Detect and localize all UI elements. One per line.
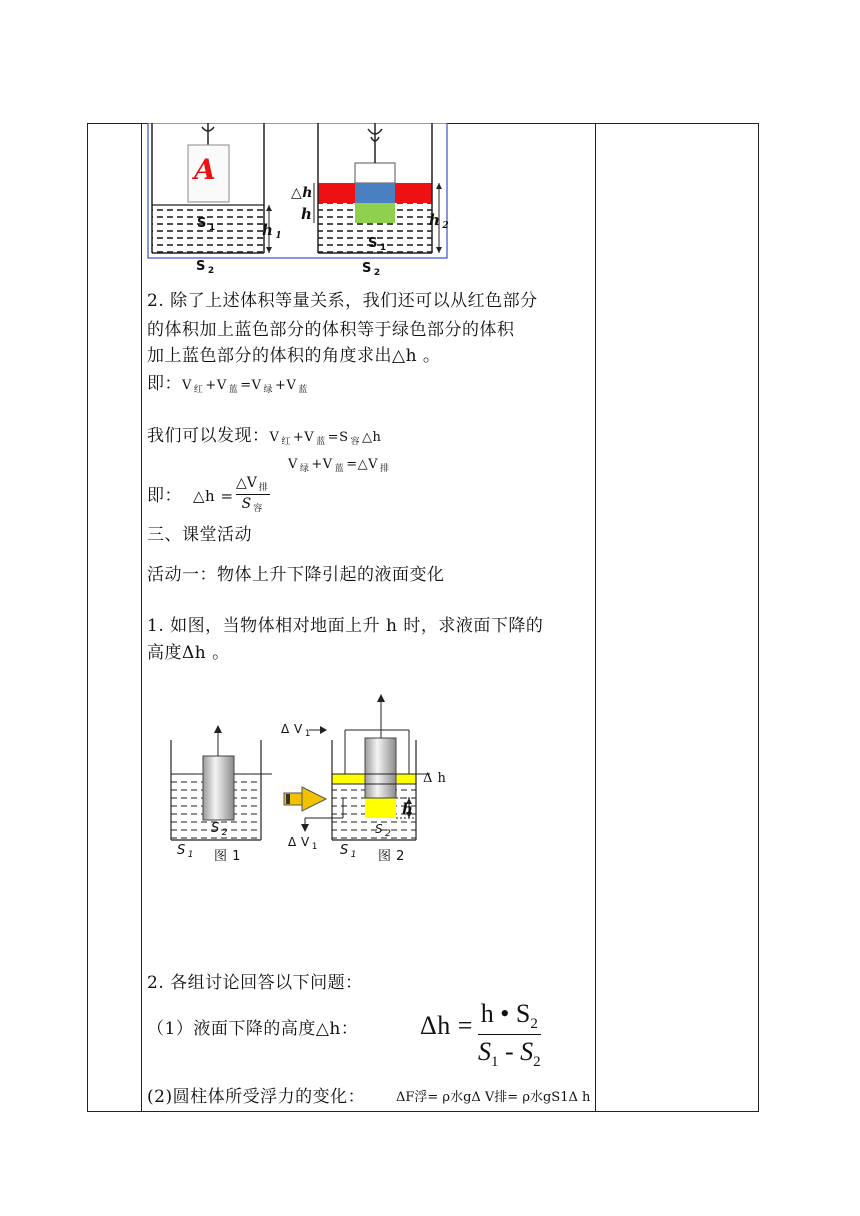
answer-1-lhs: Δh = bbox=[420, 1011, 473, 1040]
block-letter: A bbox=[194, 153, 217, 186]
mid-label-s1-right: S $_1$ bbox=[340, 843, 357, 860]
blue-layer bbox=[355, 183, 395, 203]
eq2-prefix: 即： bbox=[147, 486, 182, 506]
discover-line1: 我们可以发现：V 红 +V 蓝 =S 容 △h bbox=[147, 426, 382, 447]
para2-line2: 的体积加上蓝色部分的体积等于绿色部分的体积 bbox=[147, 320, 515, 340]
mid-label-dv1-bottom: Δ V $_1$ bbox=[288, 835, 318, 852]
mid-label-h: h bbox=[402, 800, 414, 818]
mid-label-s2-right: S $_2$ bbox=[375, 822, 392, 839]
para2-line3: 加上蓝色部分的体积的角度求出△h 。 bbox=[147, 346, 441, 366]
mid-label-dh: Δ h bbox=[423, 771, 447, 786]
figure-1-caption: 图 1 bbox=[214, 849, 241, 864]
column-divider-1 bbox=[141, 124, 142, 1111]
question-1-line2: 高度Δh 。 bbox=[147, 643, 230, 663]
column-divider-2 bbox=[595, 124, 596, 1111]
label-h-right: h bbox=[301, 205, 313, 223]
label-s2-left: S $_2$ bbox=[196, 259, 215, 276]
discover-line2: V 绿 +V 蓝 =△V 排 bbox=[288, 457, 390, 474]
para2-line1: 2. 除了上述体积等量关系，我们还可以从红色部分 bbox=[147, 291, 538, 311]
eq2-lhs: △h = bbox=[193, 487, 234, 505]
green-layer bbox=[355, 203, 395, 223]
mid-label-dv1-top: Δ V $_1$ bbox=[281, 722, 311, 739]
eq2-fraction: △V $_排$ S $_容$ bbox=[236, 475, 268, 514]
label-s1-right: S $_1$ bbox=[368, 236, 387, 253]
answer-2-formula: ΔF浮= ρ水gΔ V排= ρ水gS1Δ h bbox=[396, 1090, 591, 1105]
question-1-line1: 1. 如图，当物体相对地面上升 h 时，求液面下降的 bbox=[147, 616, 544, 636]
cylinder-fig1 bbox=[203, 756, 234, 820]
mid-label-s1-left: S $_1$ bbox=[177, 843, 194, 860]
answer-2-label: (2)圆柱体所受浮力的变化： bbox=[147, 1087, 366, 1107]
equation-volume: 即：V 红 +V 蓝 =V 绿 +V 蓝 bbox=[147, 374, 308, 395]
figure-2-caption: 图 2 bbox=[378, 849, 405, 864]
answer-1-label: （1）液面下降的高度△h： bbox=[147, 1019, 359, 1039]
label-dh-right: △h bbox=[291, 185, 313, 201]
label-h1-left: h $_1$ bbox=[262, 221, 283, 241]
question-2-title: 2. 各组讨论回答以下问题： bbox=[147, 973, 363, 993]
cylinder-fig2 bbox=[365, 738, 396, 798]
mid-label-s2-left: S $_2$ bbox=[211, 821, 228, 838]
label-h2-right: h $_2$ bbox=[429, 211, 450, 231]
activity-1-title: 活动一：物体上升下降引起的液面变化 bbox=[147, 565, 445, 585]
label-s1-left: S $_1$ bbox=[197, 216, 216, 233]
answer-1-fraction: h • $S_2$ $S_1 - S_2$ bbox=[478, 999, 541, 1070]
section-3-title: 三、课堂活动 bbox=[147, 525, 252, 545]
yellow-band-bottom bbox=[365, 798, 396, 818]
label-s2-right: S $_2$ bbox=[362, 261, 381, 278]
